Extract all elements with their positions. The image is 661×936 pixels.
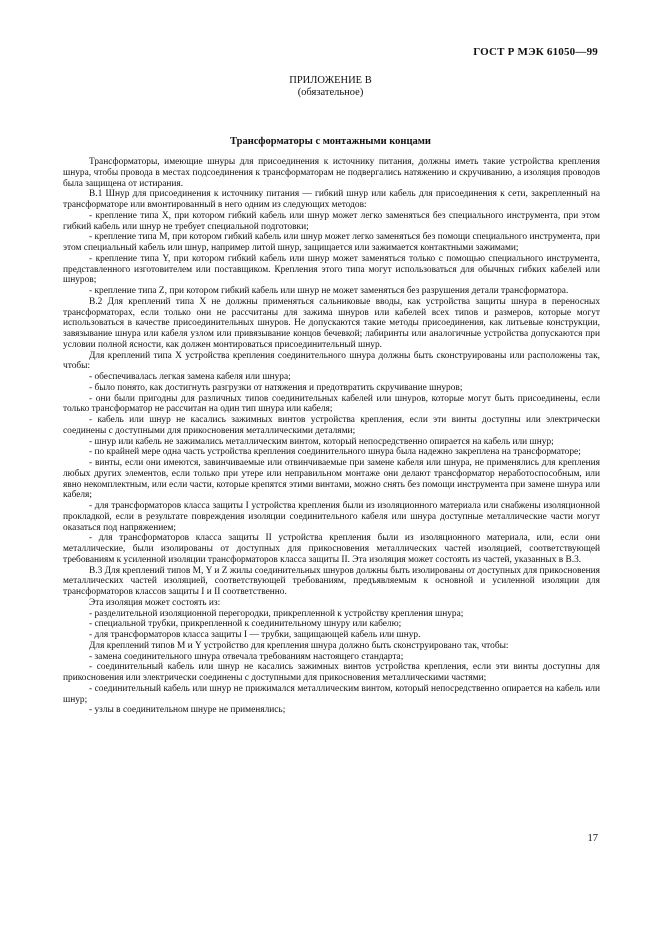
- paragraph: В.1 Шнур для присоединения к источнику питания — гибкий шнур или кабель для присоединения к сети, закрепленный на трансформаторе или вмонтированный в него одним из следующих методов:: [63, 189, 600, 210]
- paragraph: - для трансформаторов класса защиты I устройства крепления были из изоляционного материала или снабжены изоляционной прокладкой, если в результате повреждения изоляции соединительного кабеля или шнура доступные металлические части могут оказаться под напряжением;: [63, 501, 600, 533]
- paragraph: - для трансформаторов класса защиты I — трубки, защищающей кабель или шнур.: [89, 630, 421, 640]
- paragraph: - обеспечивалась легкая замена кабеля или шнура;: [89, 372, 291, 382]
- document-body: [63, 157, 600, 716]
- paragraph: - соединительный кабель или шнур не прижимался металлическим винтом, который непосредственно опирается на кабель или шнур;: [63, 683, 600, 705]
- appendix-subtitle: (обязательное): [297, 87, 364, 98]
- paragraph: - крепление типа X, при котором гибкий кабель или шнур может легко заменяться без специального инструмента, при этом гибкий кабель или шнур не требует специальной подготовки;: [63, 210, 600, 232]
- paragraph: - крепление типа Z, при котором гибкий кабель или шнур не может заменяться без разрушения детали трансформатора.: [89, 286, 569, 296]
- paragraph: Для креплений типов М и Y устройство для крепления шнура должно быть сконструировано так, чтобы:: [89, 640, 509, 651]
- paragraph: - специальной трубки, прикрепленной к соединительному шнуру или кабелю;: [89, 619, 402, 630]
- paragraph: В.2 Для креплений типа X не должны применяться сальниковые вводы, как устройства защиты шнура в переносных трансформаторах, если только они не рассчитаны для зажима шнуров или кабелей всех типов и размеров, которые могут использоваться в качестве присоединительных шнуров. Не допускаются такие методы присоединения, как литьевые конструкции, завязывание шнура или кабеля узлом или привязывание концов бечевкой; лабиринты или аналогичные устройства допускаются при условии полной ясности, как должен монтироваться присоединительный шнур.: [63, 296, 600, 350]
- paragraph: - замена соединительного шнура отвечала требованиям настоящего стандарта;: [89, 651, 404, 662]
- paragraph: - было понято, как достигнуть разгрузки от натяжения и предотвратить скручивание шнуров;: [89, 382, 463, 393]
- paragraph: - по крайней мере одна часть устройства крепления соединительного шнура была надежно закреплена на трансформаторе;: [89, 447, 581, 458]
- paragraph: - крепление типа Y, при котором гибкий кабель или шнур может заменяться только с помощью специального инструмента, представленного изготовителем или поставщиком. Крепления этого типа могут использоваться для обычных гибких кабелей или шнуров;: [63, 253, 600, 286]
- paragraph: - разделительной изоляционной перегородки, прикрепленной к устройству крепления шнура;: [89, 608, 464, 619]
- paragraph: В.3 Для креплений типов М, Y и Z жилы соединительных шнуров должны быть изолированы от доступных для прикосновения металлических частей изоляцией, соответствующей требованиям, предъявляемым к основной и усиленной изоляции для трансформаторов классов защиты I и II соответственно.: [63, 565, 600, 597]
- page-number: 17: [587, 833, 598, 844]
- paragraph: Эта изоляция может состоять из:: [89, 597, 221, 608]
- paragraph: Трансформаторы, имеющие шнуры для присоединения к источнику питания, должны иметь такие устройства крепления шнура, чтобы провода в местах подсоединения к трансформаторам не подвергались натяжению и скручиванию, а изоляция проводов была защищена от истирания.: [63, 157, 600, 189]
- paragraph: - винты, если они имеются, завинчиваемые или отвинчиваемые при замене кабеля или шнура, не применялись для крепления любых других элементов, если только при утере или неправильном монтаже они делают трансформатор неработоспособным, или явно некомплектным, или если части, которые крепятся этими винтами, можно снять без помощи инструмента при замене шнура или кабеля;: [63, 458, 600, 501]
- paragraph: - шнур или кабель не зажимались металлическим винтом, который непосредственно опирается на кабель или шнур;: [89, 436, 554, 447]
- paragraph: - кабель или шнур не касались зажимных винтов устройства крепления, если эти винты доступны или электрически соединены с доступными для прикосновения металлическими деталями;: [63, 415, 600, 436]
- section-title: Трансформаторы с монтажными концами: [230, 136, 431, 147]
- standard-header: ГОСТ Р МЭК 61050—99: [473, 46, 598, 58]
- paragraph: Для креплений типа X устройства крепления соединительного шнура должны быть сконструированы или расположены так, чтобы:: [63, 350, 600, 372]
- paragraph: - для трансформаторов класса защиты II устройства крепления были из изоляционного материала, или, если они металлические, были изолированы от доступных для прикосновения металлических частей изоляцией, соответствующей требованиям к усиленной изоляции трансформаторов класса защиты II. Эта изоляция может состоять из частей, указанных в В.3.: [63, 533, 600, 565]
- paragraph: - узлы в соединительном шнуре не применялись;: [89, 705, 286, 716]
- paragraph: - соединительный кабель или шнур не касались зажимных винтов устройства крепления, если эти винты доступны для прикосновения или электрически соединены с доступными для прикосновения металлическими частями;: [63, 662, 600, 683]
- appendix-heading: [0, 75, 661, 99]
- appendix-title: ПРИЛОЖЕНИЕ В: [289, 75, 372, 86]
- paragraph: - крепление типа М, при котором гибкий кабель или шнур может легко заменяться без помощи специального инструмента, при этом специальный кабель или шнур, например литой шнур, защищается или зажимается контактными зажимами;: [63, 232, 600, 253]
- paragraph: - они были пригодны для различных типов соединительных кабелей или шнуров, которые могут быть присоединены, если только трансформатор не рассчитан на один тип шнура или кабеля;: [63, 393, 600, 415]
